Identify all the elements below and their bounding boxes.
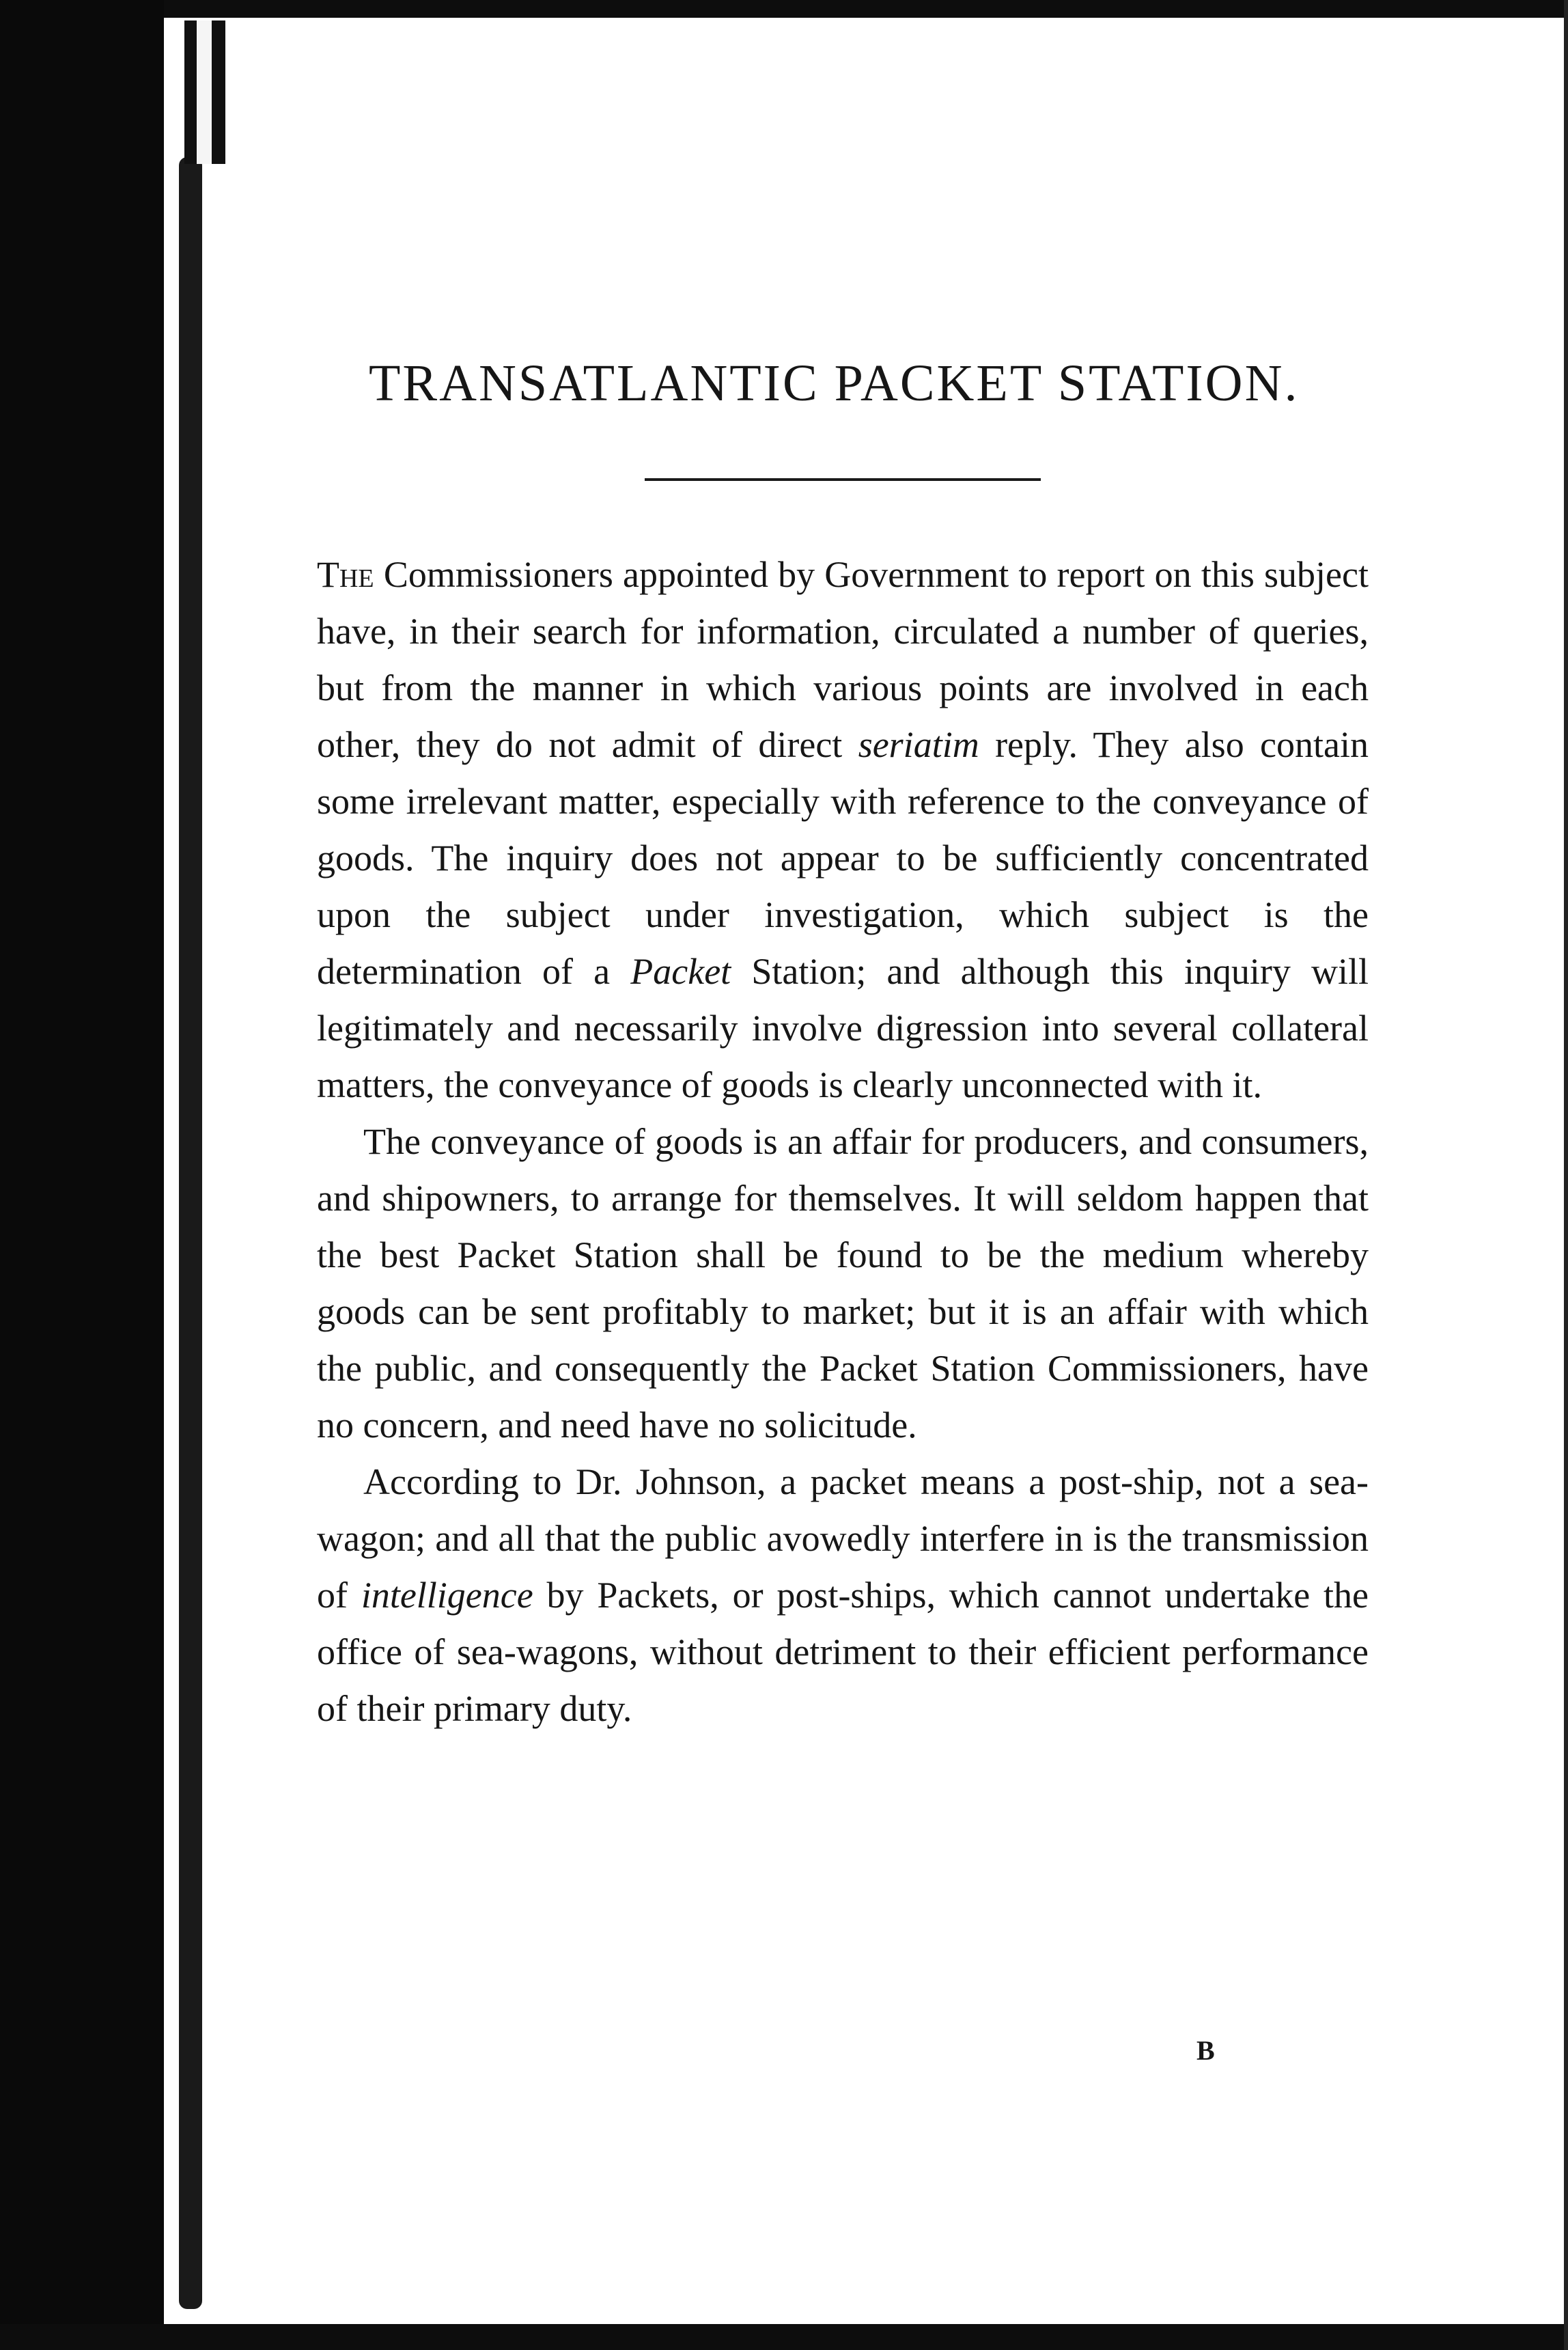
paragraph-1-italic-a: seriatim: [858, 724, 979, 765]
paragraph-1-text-a: Commissioners appointed by Government to report on this subject have, in their search for information, circulated a number of queries, but from the manner in which various points are involved in each other, they do not admit of direct: [317, 554, 1369, 765]
paragraph-1: [317, 547, 1369, 1114]
paragraph-3-italic-a: intelligence: [361, 1575, 533, 1616]
signature-mark: B: [1196, 2035, 1215, 2066]
paragraph-1-text-c: Station; and although this inquiry will legitimately and necessarily involve digression into several collateral matters, the conveyance of goods is clearly unconnected with it.: [317, 951, 1369, 1105]
paragraph-2: The conveyance of goods is an affair for producers, and consumers, and shipowners, to arrange for themselves. It will seldom happen that the best Packet Station shall be found to be the medium whereby goods can be sent profitably to market; but it is an affair with which the public, and consequently the Packet Station Commissioners, have no concern, and need have no solicitude.: [317, 1121, 1369, 1446]
scan-left-border: [0, 0, 164, 2350]
scan-top-border: [0, 0, 1568, 18]
binding-shadow: [179, 157, 202, 2309]
title-rule: [645, 478, 1041, 481]
lead-word: The: [317, 554, 374, 595]
paragraph-3: [317, 1454, 1369, 1737]
scan-right-border: [1564, 0, 1568, 2350]
paragraph-1-text-b: reply. They also contain some irrelevant matter, especially with reference to the conveyance of goods. The inquiry does not appear to be sufficiently concentrated upon the subject under investigation, which subject is the determination of a: [317, 724, 1369, 992]
paragraph-3-text-a: According to Dr. Johnson, a packet means a post-ship, not a sea-wagon; and all that the public avowedly interfere in is the transmission of: [317, 1461, 1369, 1616]
paragraph-3-text-b: by Packets, or post-ships, which cannot undertake the office of sea-wagons, without detriment to their efficient performance of their primary duty.: [317, 1575, 1369, 1729]
page-title: TRANSATLANTIC PACKET STATION.: [369, 355, 1300, 412]
paragraph-1-italic-b: Packet: [630, 951, 731, 992]
binding-edge: [184, 20, 225, 164]
scan-bottom-border: [0, 2324, 1568, 2350]
body-text: [317, 547, 1369, 1737]
